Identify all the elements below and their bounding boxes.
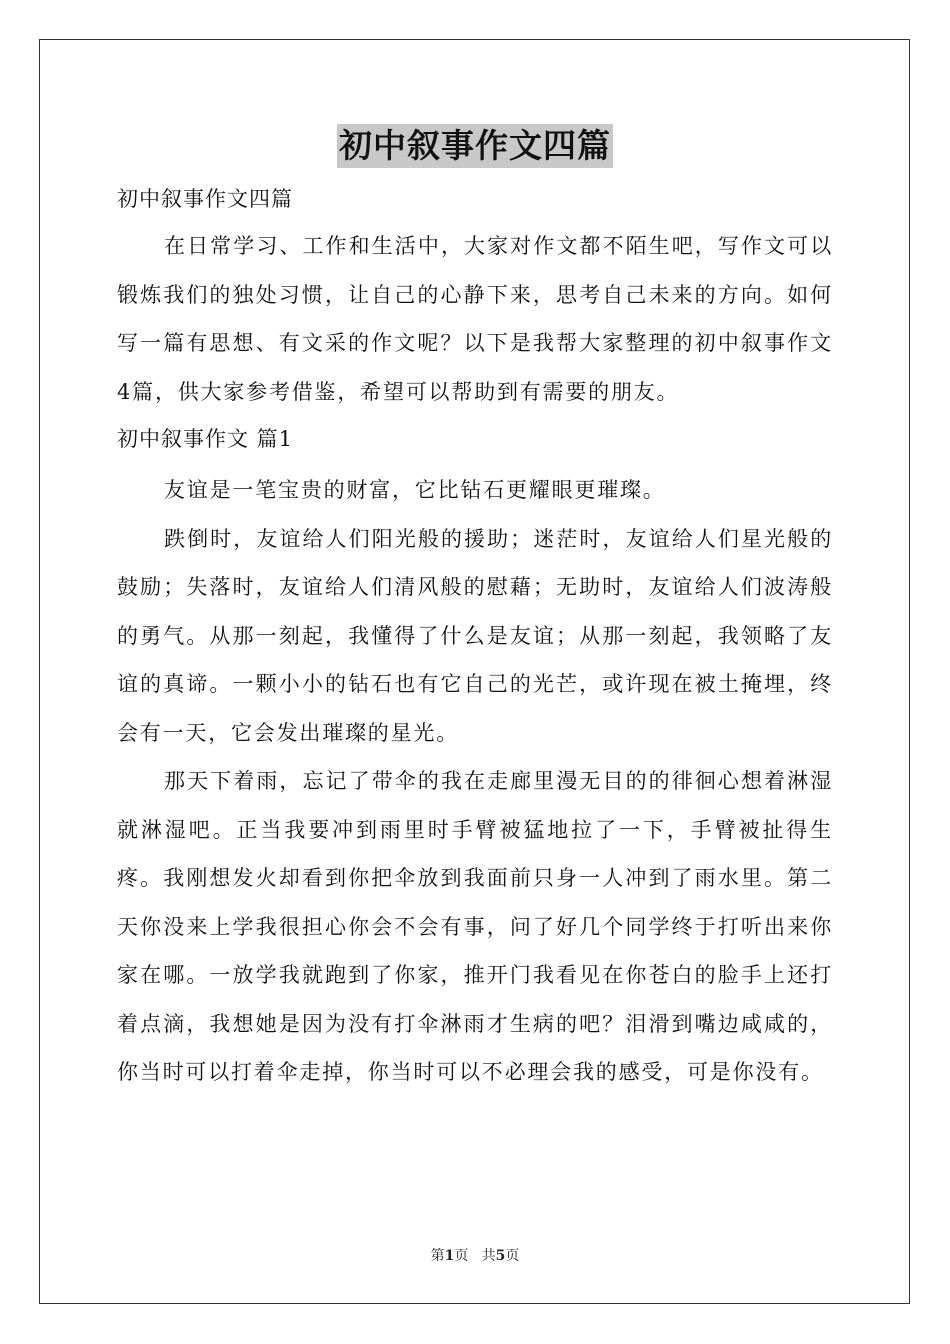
page-unit: 页 (454, 1248, 469, 1264)
page-total: 5 (495, 1248, 506, 1264)
title-area (0, 124, 950, 168)
total-unit: 页 (505, 1248, 520, 1264)
intro-paragraph: 在日常学习、工作和生活中，大家对作文都不陌生吧，写作文可以锻炼我们的独处习惯，让自己的心静下来，思考自己未来的方向。如何写一篇有思想、有文采的作文呢？以下是我帮大家整理的初中叙事作文4篇，供大家参考借鉴，希望可以帮助到有需要的朋友。 (117, 234, 833, 404)
total-prefix: 共 (481, 1248, 496, 1264)
document-subtitle: 初中叙事作文四篇 (117, 187, 293, 211)
body-paragraph-2: 跌倒时，友谊给人们阳光般的援助；迷茫时，友谊给人们星光般的鼓励；失落时，友谊给人们清风般的慰藉；无助时，友谊给人们波涛般的勇气。从那一刻起，我懂得了什么是友谊；从那一刻起，我领略了友谊的真谛。一颗小小的钻石也有它自己的光芒，或许现在被土掩埋，终会有一天，它会发出璀璨的星光。 (117, 526, 833, 745)
document-title: 初中叙事作文四篇 (337, 124, 613, 168)
body-paragraph-3: 那天下着雨，忘记了带伞的我在走廊里漫无目的的徘徊心想着淋湿就淋湿吧。正当我要冲到雨里时手臂被猛地拉了一下，手臂被扯得生疼。我刚想发火却看到你把伞放到我面前只身一人冲到了雨水里。第二天你没来上学我很担心你会不会有事，问了好几个同学终于打听出来你家在哪。一放学我就跑到了你家，推开门我看见在你苍白的脸手上还打着点滴，我想她是因为没有打伞淋雨才生病的吧？泪滑到嘴边咸咸的，你当时可以打着伞走掉，你当时可以不必理会我的感受，可是你没有。 (117, 769, 833, 1084)
document-body (117, 176, 833, 1097)
page-current: 1 (444, 1248, 455, 1264)
section-heading: 初中叙事作文 篇1 (117, 427, 294, 451)
page-footer (0, 1245, 950, 1265)
page-prefix: 第 (430, 1248, 445, 1264)
body-paragraph-1: 友谊是一笔宝贵的财富，它比钻石更耀眼更璀璨。 (164, 478, 666, 502)
